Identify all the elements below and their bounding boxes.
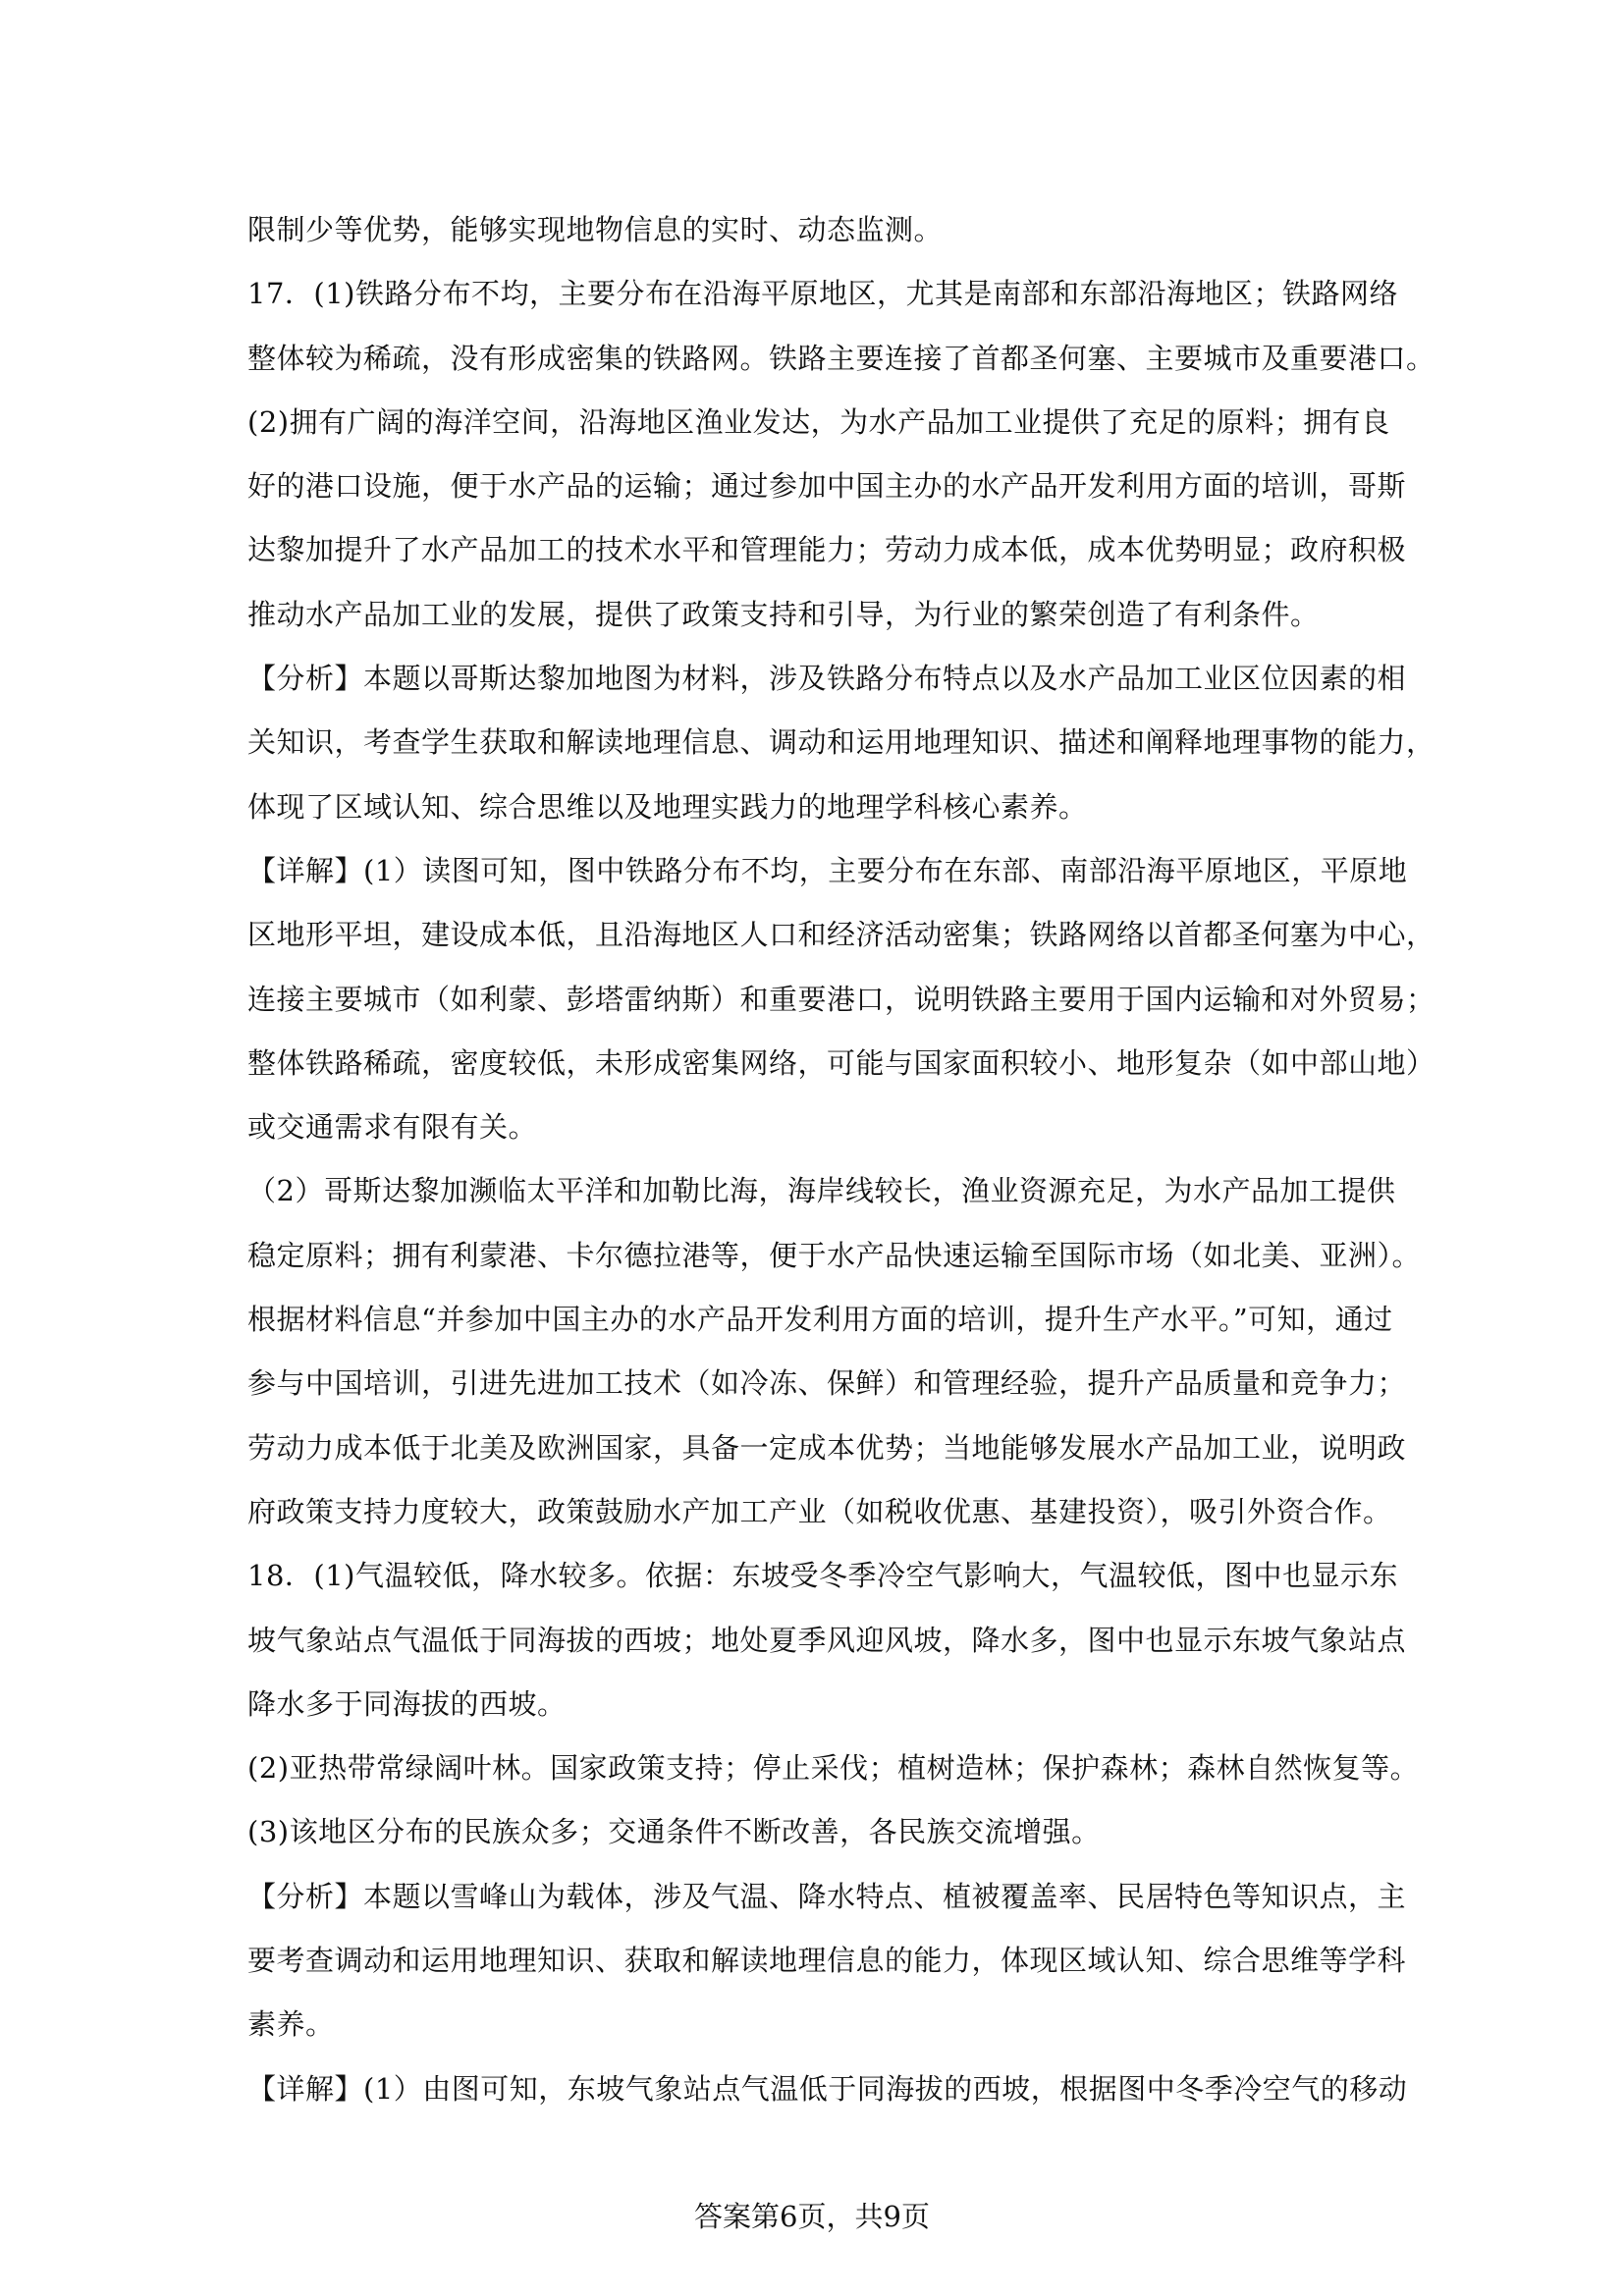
text-line: 区地形平坦，建设成本低，且沿海地区人口和经济活动密集；铁路网络以首都圣何塞为中心， (247, 918, 1435, 952)
detail-heading-line: 【详解】(1）由图可知，东坡气象站点气温低于同海拔的西坡，根据图中冬季冷空气的移动 (247, 2071, 1408, 2106)
text-line: 限制少等优势，能够实现地物信息的实时、动态监测。 (247, 213, 944, 246)
text-line: 参与中国培训，引进先进加工技术（如冷冻、保鲜）和管理经验，提升产品质量和竞争力； (247, 1366, 1407, 1401)
text-line: 推动水产品加工业的发展，提供了政策支持和引导，为行业的繁荣创造了有利条件。 (247, 597, 1320, 631)
text-line: 好的港口设施，便于水产品的运输；通过参加中国主办的水产品开发利用方面的培训，哥斯 (247, 469, 1407, 504)
text-line: 府政策支持力度较大，政策鼓励水产加工产业（如税收优惠、基建投资），吸引外资合作。 (247, 1494, 1392, 1528)
text-line: 素养。 (247, 2007, 335, 2042)
text-line: 降水多于同海拔的西坡。 (247, 1686, 567, 1721)
text-line: 要考查调动和运用地理知识、获取和解读地理信息的能力，体现区域认知、综合思维等学科 (247, 1944, 1407, 1978)
text-line: （2）哥斯达黎加濒临太平洋和加勒比海，海岸线较长，渔业资源充足，为水产品加工提供 (247, 1174, 1396, 1208)
text-line: 达黎加提升了水产品加工的技术水平和管理能力；劳动力成本低，成本优势明显；政府积极 (247, 533, 1407, 567)
text-line: 坡气象站点气温低于同海拔的西坡；地处夏季风迎风坡，降水多，图中也显示东坡气象站点 (247, 1623, 1407, 1657)
text-line: 整体铁路稀疏，密度较低，未形成密集网络，可能与国家面积较小、地形复杂（如中部山地） (247, 1045, 1435, 1080)
text-line: 根据材料信息“并参加中国主办的水产品开发利用方面的培训，提升生产水平。”可知，通过 (247, 1303, 1393, 1337)
text-line: 关知识，考查学生获取和解读地理信息、调动和运用地理知识、描述和阐释地理事物的能力， (247, 725, 1435, 760)
text-line-q17-part1: 17．(1)铁路分布不均，主要分布在沿海平原地区，尤其是南部和东部沿海地区；铁路网络 (247, 277, 1398, 311)
text-line-q17-part2: (2)拥有广阔的海洋空间，沿海地区渔业发达，为水产品加工业提供了充足的原料；拥有良 (247, 404, 1390, 439)
answer-body (247, 208, 1435, 2131)
analysis-heading-line: 【分析】本题以哥斯达黎加地图为材料，涉及铁路分布特点以及水产品加工业区位因素的相 (247, 662, 1407, 696)
text-line: 整体较为稀疏，没有形成密集的铁路网。铁路主要连接了首都圣何塞、主要城市及重要港口。 (247, 341, 1435, 375)
text-line: 劳动力成本低于北美及欧洲国家，具备一定成本优势；当地能够发展水产品加工业，说明政 (247, 1430, 1407, 1465)
detail-heading-line: 【详解】(1）读图可知，图中铁路分布不均，主要分布在东部、南部沿海平原地区，平原地 (247, 853, 1408, 887)
page-number-footer: 答案第6页，共9页 (694, 2200, 930, 2233)
text-line: 连接主要城市（如利蒙、彭塔雷纳斯）和重要港口，说明铁路主要用于国内运输和对外贸易； (247, 982, 1435, 1016)
text-line: 稳定原料；拥有利蒙港、卡尔德拉港等，便于水产品快速运输至国际市场（如北美、亚洲）。 (247, 1238, 1422, 1272)
text-line: 或交通需求有限有关。 (247, 1110, 538, 1145)
text-line-q18-part1: 18．(1)气温较低，降水较多。依据：东坡受冬季冷空气影响大，气温较低，图中也显示东 (247, 1559, 1398, 1593)
text-line-q18-part2: (2)亚热带常绿阔叶林。国家政策支持；停止采伐；植树造林；保护森林；森林自然恢复等。 (247, 1751, 1420, 1786)
text-line-q18-part3: (3)该地区分布的民族众多；交通条件不断改善，各民族交流增强。 (247, 1815, 1101, 1849)
text-line: 体现了区域认知、综合思维以及地理实践力的地理学科核心素养。 (247, 789, 1088, 824)
analysis-heading-line: 【分析】本题以雪峰山为载体，涉及气温、降水特点、植被覆盖率、民居特色等知识点，主 (247, 1879, 1407, 1913)
